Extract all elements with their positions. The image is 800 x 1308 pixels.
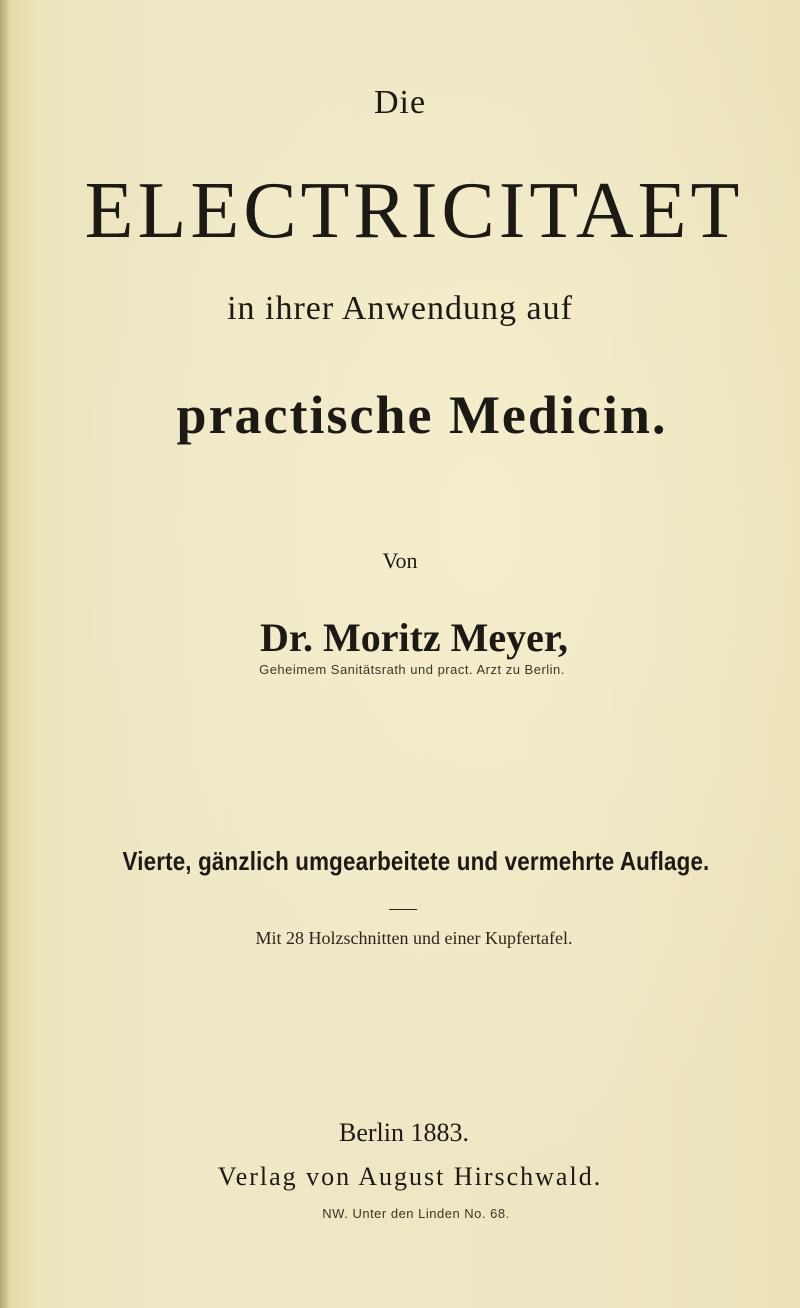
subtitle-line-1: in ihrer Anwendung auf <box>227 290 573 327</box>
publisher-address: NW. Unter den Linden No. 68. <box>322 1206 510 1221</box>
publisher: Verlag von August Hirschwald. <box>217 1162 603 1191</box>
by-label: Von <box>382 548 418 573</box>
subtitle-line-2: practische Medicin. <box>176 385 668 445</box>
place-and-year: Berlin 1883. <box>339 1118 469 1147</box>
edition-statement: Vierte, gänzlich umgearbeitete und vermehrte Auflage. <box>122 846 710 876</box>
illustrations-note: Mit 28 Holzschnitten und einer Kupfertafel. <box>255 928 573 948</box>
title-article: Die <box>373 84 427 121</box>
divider-rule <box>389 909 417 910</box>
main-title: ELECTRICITAET <box>84 167 744 255</box>
author-name: Dr. Moritz Meyer, <box>259 615 568 660</box>
author-title: Geheimem Sanitätsrath und pract. Arzt zu Berlin. <box>259 662 565 677</box>
binding-edge-shadow <box>0 0 10 1308</box>
